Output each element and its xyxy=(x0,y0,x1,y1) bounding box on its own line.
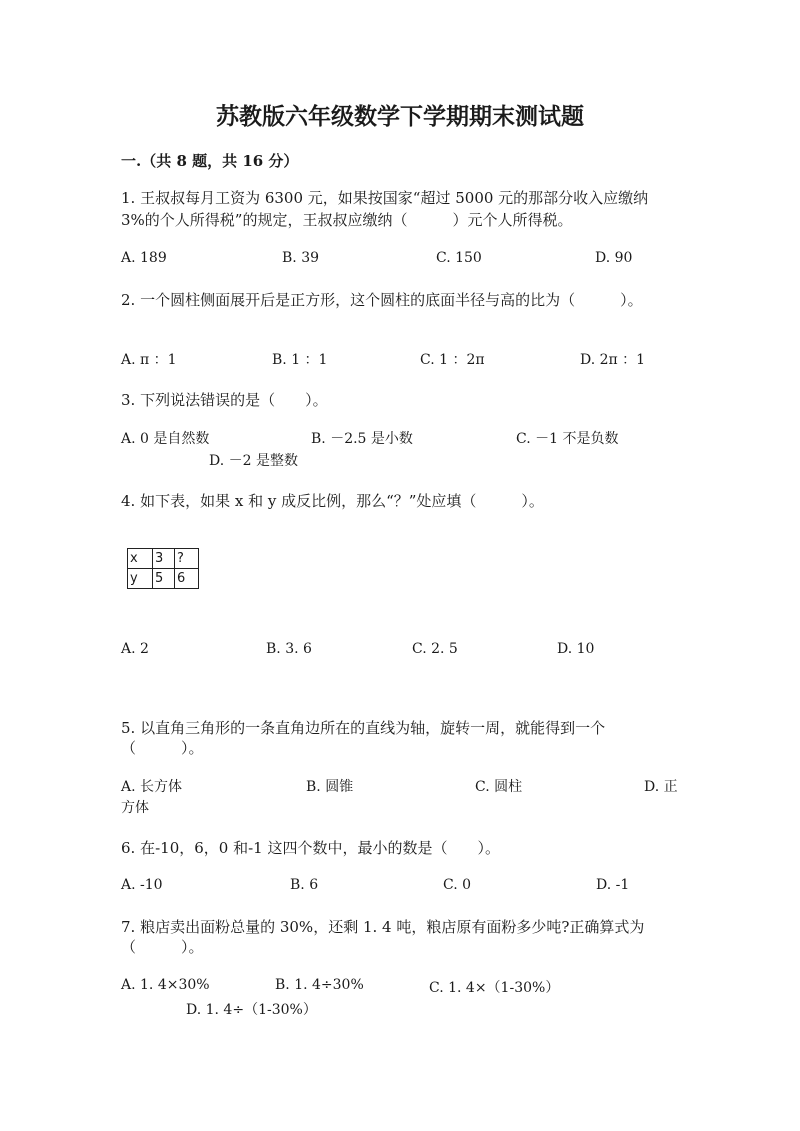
table-cell: 5 xyxy=(153,569,175,589)
page-title: 苏教版六年级数学下学期期末测试题 xyxy=(216,103,584,130)
question-2-option-a: A. π ：1 xyxy=(121,352,177,368)
question-3-option-c: C. －1 不是负数 xyxy=(516,431,619,447)
question-5-option-d-wrap: 方体 xyxy=(121,800,149,816)
question-2-option-c: C. 1 ：2π xyxy=(420,352,485,368)
question-4-line-1: 4. 如下表，如果 x 和 y 成反比例，那么“？”处应填（ ）。 xyxy=(121,492,544,510)
question-3-option-a: A. 0 是自然数 xyxy=(121,431,210,447)
question-4-option-d: D. 10 xyxy=(557,641,595,657)
question-5-option-a: A. 长方体 xyxy=(121,779,183,795)
question-1-option-d: D. 90 xyxy=(595,250,633,266)
question-7-line-2: （ ）。 xyxy=(121,938,204,956)
table-row xyxy=(128,569,199,589)
question-1-option-a: A. 189 xyxy=(121,250,167,266)
question-5-line-2: （ ）。 xyxy=(121,739,204,757)
table-row xyxy=(128,549,199,569)
question-1-option-c: C. 150 xyxy=(436,250,482,266)
question-1-option-b: B. 39 xyxy=(282,250,320,266)
question-6-option-a: A. -10 xyxy=(121,877,163,893)
question-7-option-d: D. 1. 4÷（1-30%） xyxy=(186,1002,317,1018)
question-6-line-1: 6. 在-10，6，0 和-1 这四个数中，最小的数是（ ）。 xyxy=(121,839,500,857)
table-cell: y xyxy=(128,569,153,589)
question-7-option-b: B. 1. 4÷30% xyxy=(275,977,364,993)
xy-table xyxy=(127,548,199,589)
question-6-option-b: B. 6 xyxy=(290,877,319,893)
question-5-option-b: B. 圆锥 xyxy=(306,779,354,795)
question-2-line-1: 2. 一个圆柱侧面展开后是正方形，这个圆柱的底面半径与高的比为（ ）。 xyxy=(121,291,643,309)
question-3-option-b: B. －2.5 是小数 xyxy=(311,431,413,447)
question-3-option-d: D. －2 是整数 xyxy=(209,453,298,469)
question-4-option-b: B. 3. 6 xyxy=(266,641,312,657)
question-2-option-d: D. 2π ：1 xyxy=(580,352,646,368)
question-7-option-c: C. 1. 4×（1-30%） xyxy=(429,980,560,996)
question-6-option-d: D. -1 xyxy=(596,877,630,893)
question-7-option-a: A. 1. 4×30% xyxy=(121,977,210,993)
question-4-option-c: C. 2. 5 xyxy=(412,641,458,657)
question-2-option-b: B. 1 ：1 xyxy=(272,352,328,368)
table-cell: 6 xyxy=(175,569,199,589)
question-1-line-2: 3%的个人所得税”的规定，王叔叔应缴纳（ ）元个人所得税。 xyxy=(121,211,573,229)
question-1-line-1: 1. 王叔叔每月工资为 6300 元，如果按国家“超过 5000 元的那部分收入应缴纳 xyxy=(121,189,649,207)
question-5-option-d: D. 正 xyxy=(644,779,678,795)
question-5-option-c: C. 圆柱 xyxy=(475,779,523,795)
question-5-line-1: 5. 以直角三角形的一条直角边所在的直线为轴，旋转一周，就能得到一个 xyxy=(121,719,606,737)
question-3-line-1: 3. 下列说法错误的是（ ）。 xyxy=(121,391,328,409)
section-heading: 一.（共 8 题，共 16 分） xyxy=(121,152,299,170)
question-4-option-a: A. 2 xyxy=(121,641,149,657)
question-7-line-1: 7. 粮店卖出面粉总量的 30%，还剩 1. 4 吨，粮店原有面粉多少吨?正确算式为 xyxy=(121,918,645,936)
table-cell: 3 xyxy=(153,549,175,569)
question-6-option-c: C. 0 xyxy=(443,877,472,893)
table-cell: x xyxy=(128,549,153,569)
table-cell: ? xyxy=(175,549,199,569)
